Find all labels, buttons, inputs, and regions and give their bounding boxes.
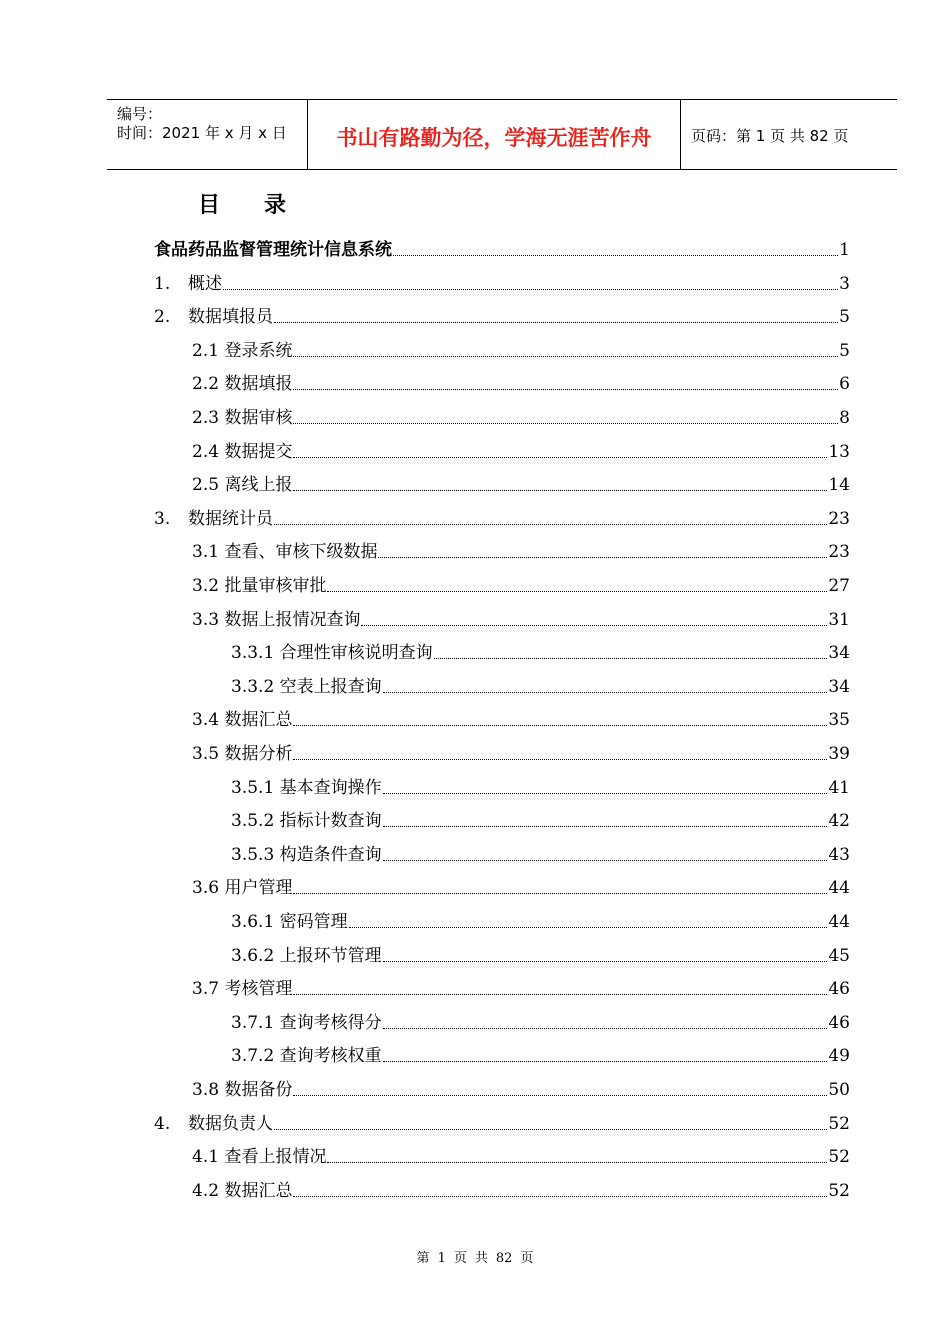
toc-entry-label [231,1045,382,1067]
toc-entry-page: 1 [839,240,850,260]
toc-entry-text: 3.2 批量审核审批 [192,576,327,596]
toc-entry-label [192,373,292,395]
footer-part: 第 [416,1251,430,1266]
toc-leader-dots [293,893,827,894]
toc-entry[interactable] [154,304,850,328]
toc-entry[interactable] [192,573,850,597]
toc-leader-dots [293,994,827,995]
toc-entry-number: 3. [154,508,171,529]
toc-leader-dots [378,557,827,558]
toc-leader-dots [393,255,838,256]
toc-entry-page: 13 [828,441,850,462]
toc-entry-label [231,777,382,799]
toc-leader-dots [293,423,838,424]
toc-entry[interactable] [192,1178,850,1202]
toc-entry-text: 3.7.1 查询考核得分 [231,1012,382,1033]
toc-leader-dots [361,625,827,626]
toc-entry[interactable] [192,875,850,899]
toc-entry-text: 3.1 查看、审核下级数据 [192,542,378,563]
toc-entry[interactable] [192,405,850,429]
toc-leader-dots [293,457,827,458]
toc-entry-text: 3.6.1 密码管理 [231,912,348,932]
toc-entry-label [231,945,382,967]
toc-entry-page: 52 [828,1180,850,1201]
header-page-info: 页码：第 1 页 共 82 页 [691,127,849,145]
toc-entry-page: 35 [828,710,850,731]
toc-entry[interactable] [192,1144,850,1168]
toc-entry-page: 44 [828,912,850,932]
toc-entry[interactable] [154,506,850,530]
toc-entry-label [231,844,382,866]
toc-entry-label [192,1146,326,1168]
toc-entry-text: 2.2 数据填报 [192,374,293,395]
toc-entry-text: 3.3.2 空表上报查询 [231,676,382,697]
toc-entry-text: 3.6 用户管理 [192,878,293,899]
toc-entry[interactable] [231,943,850,967]
toc-entry-page: 46 [828,979,850,1000]
toc-entry-text: 3.8 数据备份 [192,1080,293,1100]
toc-leader-dots [293,759,827,760]
document-time-label: 时间：2021 年 x 月 x 日 [117,124,287,142]
footer-part: 82 [495,1251,513,1266]
toc-leader-dots [349,927,828,928]
toc-entry-label [192,474,292,496]
toc-entry-label [231,1012,382,1034]
toc-entry-text: 3.3.1 合理性审核说明查询 [231,643,433,664]
toc-leader-dots [274,524,827,525]
toc-entry-text: 4.1 查看上报情况 [192,1147,327,1168]
toc-entry-page: 50 [828,1080,850,1100]
toc-entry-text: 3.6.2 上报环节管理 [231,945,382,966]
toc-entry-page: 44 [828,878,850,899]
toc-entry-label [154,1113,273,1135]
toc-entry[interactable] [192,371,850,395]
toc-entry-page: 14 [828,475,850,496]
toc-entry-page: 5 [839,340,850,361]
toc-entry[interactable] [231,1043,850,1067]
toc-entry-number: 4. [154,1113,171,1134]
toc-leader-dots [383,692,828,693]
toc-entry-text: 数据负责人 [188,1113,273,1134]
toc-entry-page: 45 [828,945,850,966]
toc-entry-text: 2.5 离线上报 [192,475,293,496]
toc-entry-page: 34 [828,676,850,697]
toc-entry-label [192,441,292,463]
toc-entry-text: 3.5.3 构造条件查询 [231,844,382,865]
toc-title: 目录 [198,193,331,218]
toc-entry-page: 46 [828,1012,850,1033]
footer-part: 1 [437,1251,446,1266]
toc-leader-dots [327,591,827,592]
toc-entry[interactable] [231,909,850,933]
toc-entry-label [231,676,382,698]
toc-entry-label [192,709,292,731]
toc-leader-dots [293,1095,827,1096]
toc-leader-dots [223,289,838,290]
toc-leader-dots [383,826,828,827]
toc-entry-text: 3.5 数据分析 [192,744,293,764]
toc-leader-dots [434,658,828,659]
toc-entry[interactable] [192,707,850,731]
toc-entry-label [154,508,273,530]
footer-part: 页 [453,1251,467,1266]
toc-entry[interactable] [192,338,850,362]
toc-entry-label [192,978,292,1000]
toc-entry-label [192,609,360,631]
toc-entry-text: 3.3 数据上报情况查询 [192,609,361,630]
toc-leader-dots [293,1196,827,1197]
toc-entry-number: 2. [154,307,171,328]
toc-entry-label [154,306,273,328]
toc-entry-text: 2.4 数据提交 [192,441,293,462]
toc-entry-text: 2.1 登录系统 [192,340,293,361]
toc-entry-label [192,1180,292,1202]
toc-entry-text: 3.5.1 基本查询操作 [231,777,382,798]
toc-entry-label [192,575,326,597]
toc-entry-page: 27 [828,576,850,596]
toc-entry-text: 3.7 考核管理 [192,979,293,1000]
toc-entry-page: 31 [828,609,850,630]
toc-entry-text: 3.4 数据汇总 [192,710,293,731]
toc-entry-label [231,810,382,832]
toc-leader-dots [293,389,838,390]
toc-entry-page: 49 [828,1046,850,1067]
toc-leader-dots [293,490,827,491]
toc-entry[interactable] [231,640,850,664]
toc-entry[interactable] [154,237,850,261]
toc-entry-page: 43 [828,844,850,865]
header-motto: 书山有路勤为径，学海无涯苦作舟 [336,126,652,150]
toc-leader-dots [383,961,828,962]
toc-leader-dots [383,1061,828,1062]
toc-entry-page: 23 [828,542,850,563]
toc-entry-page: 8 [839,408,850,428]
toc-entry[interactable] [154,1111,850,1135]
toc-entry-text: 3.5.2 指标计数查询 [231,811,382,832]
toc-entry-label [192,407,292,429]
toc-entry-label [231,911,348,933]
toc-leader-dots [293,725,827,726]
toc-entry-page: 42 [828,811,850,832]
document-number-label: 编号： [117,105,163,123]
toc-entry-label [192,541,377,563]
toc-entry-page: 34 [828,643,850,664]
toc-entry-page: 39 [828,744,850,764]
toc-entry-label [231,642,433,664]
toc-leader-dots [274,322,838,323]
toc-entry-label [192,877,292,899]
footer-part: 页 [520,1251,534,1266]
toc-entry[interactable] [192,976,850,1000]
toc-entry-page: 23 [828,508,850,529]
toc-entry[interactable] [192,439,850,463]
toc-entry-text: 食品药品监督管理统计信息系统 [154,240,392,260]
toc-leader-dots [383,793,828,794]
toc-leader-dots [274,1129,827,1130]
toc-entry[interactable] [231,775,850,799]
toc-entry-page: 52 [828,1113,850,1134]
toc-entry-number: 1. [154,273,171,294]
toc-entry[interactable] [192,607,850,631]
toc-entry-page: 52 [828,1147,850,1168]
toc-entry[interactable] [192,1077,850,1101]
toc-entry[interactable] [231,674,850,698]
toc-entry-page: 6 [839,374,850,395]
page-footer [0,1247,950,1266]
toc-entry[interactable] [192,472,850,496]
toc-entry[interactable] [192,539,850,563]
toc-entry[interactable] [231,842,850,866]
toc-entry-label [154,273,222,295]
toc-entry-page: 41 [828,777,850,798]
toc-entry-label [192,743,292,765]
toc-leader-dots [383,1028,828,1029]
toc-entry[interactable] [154,271,850,295]
toc-entry-label [192,340,292,362]
toc-entry[interactable] [192,741,850,765]
toc-leader-dots [327,1162,827,1163]
toc-entry-page: 5 [839,307,850,328]
toc-entry-text: 3.7.2 查询考核权重 [231,1046,382,1067]
toc-entry-page: 3 [839,273,850,294]
toc-entry-text: 数据填报员 [188,307,273,328]
toc-leader-dots [383,860,828,861]
toc-entry[interactable] [231,808,850,832]
footer-part: 共 [474,1251,488,1266]
toc-leader-dots [293,356,838,357]
toc-entry-text: 4.2 数据汇总 [192,1180,293,1201]
toc-entry-text: 数据统计员 [188,508,273,529]
toc-entry-text: 2.3 数据审核 [192,408,293,428]
toc-entry-label [154,239,392,261]
toc-entry-text: 概述 [188,273,222,294]
toc-entry[interactable] [231,1010,850,1034]
toc-entry-label [192,1079,292,1101]
